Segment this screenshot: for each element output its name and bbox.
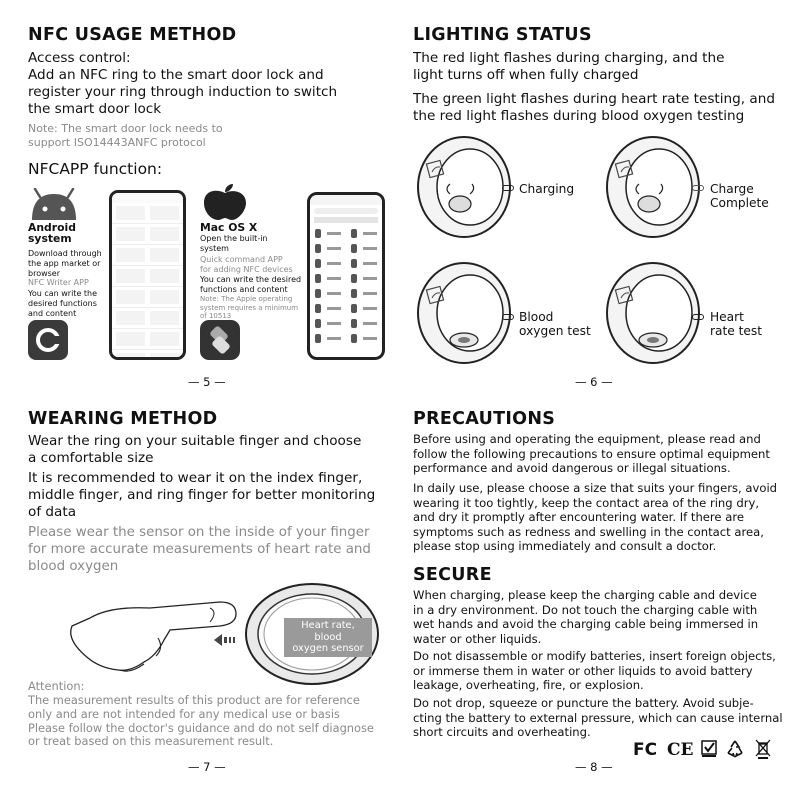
ce-mark: CE xyxy=(667,740,694,760)
page-number-5: — 5 — xyxy=(188,375,226,389)
mac-title: Mac OS X xyxy=(200,221,258,234)
wearing-recommend-text: It is recommended to wear it on the index finger, middle finger, and ring finger for better monitoring of data xyxy=(28,470,376,520)
lighting-charging-text: The red light flashes during charging, and the light turns off when fully charged xyxy=(413,50,725,83)
lighting-title: LIGHTING STATUS xyxy=(413,25,592,45)
attention-title: Attention: xyxy=(28,679,85,693)
label-charge-complete: Charge Complete xyxy=(710,182,769,210)
precautions-intro: Before using and operating the equipment, please read and follow the following precautions to ensure optimal equipment performance and avoid dangerous or illegal situations. xyxy=(413,432,770,476)
sensor-callout: Heart rate, blood oxygen sensor xyxy=(284,618,372,657)
shortcuts-app-icon xyxy=(200,320,240,360)
nfc-note: Note: The smart door lock needs to support ISO14443ANFC protocol xyxy=(28,122,223,149)
page-number-8: — 8 — xyxy=(575,760,613,774)
nfc-access-text: Access control: Add an NFC ring to the smart door lock and register your ring through induction to switch the smart door lock xyxy=(28,50,338,117)
secure-charging-text: When charging, please keep the charging cable and device in a dry environment. Do not touch the charging cable with wet hands and avoid the charging cable being immersed in water or other liquids. xyxy=(413,588,759,646)
wearing-sensor-text: Please wear the sensor on the inside of your finger for more accurate measurements of heart rate and blood oxygen xyxy=(28,525,371,574)
finger-illustration xyxy=(60,578,240,682)
android-write-text: You can write the desired functions and content xyxy=(28,289,98,318)
secure-drop-text: Do not drop, squeeze or puncture the battery. Avoid subje- cting the battery to external pressure, which can cause internal short circuits and overheating. xyxy=(413,696,783,740)
led-indicator-oxygen xyxy=(502,314,514,320)
page-number-7: — 7 — xyxy=(188,760,226,774)
secure-title: SECURE xyxy=(413,565,492,585)
rohs-check-icon xyxy=(701,740,717,758)
mac-note: Note: The Apple operating system requires a minimum of 10513 xyxy=(200,295,299,320)
ring-charging-image xyxy=(414,134,514,240)
fcc-mark: FC xyxy=(633,740,658,760)
wearing-choose-text: Wear the ring on your suitable finger and choose a comfortable size xyxy=(28,433,362,466)
recycle-icon xyxy=(726,740,744,758)
mac-write-text: You can write the desired functions and content xyxy=(200,275,302,294)
led-indicator-heart xyxy=(692,314,704,320)
lighting-testing-text: The green light flashes during heart rate testing, and the red light flashes during blood oxygen testing xyxy=(413,91,775,124)
precautions-title: PRECAUTIONS xyxy=(413,409,556,429)
ring-blood-oxygen-image xyxy=(414,260,514,366)
android-app-name: NFC Writer APP xyxy=(28,278,89,287)
nfc-writer-app-icon xyxy=(28,320,68,360)
apple-icon xyxy=(200,183,250,221)
android-phone-screenshot xyxy=(109,190,186,360)
attention-text: The measurement results of this product are for reference only and are not intended for any medical use or basis Please follow the doctor's guidance and do not self diagnose or treat based on this measurement result. xyxy=(28,693,374,749)
ring-charge-complete-image xyxy=(603,134,703,240)
android-download-text: Download through the app market or browser xyxy=(28,249,102,278)
led-indicator-charging xyxy=(502,185,514,191)
label-charging: Charging xyxy=(519,182,575,196)
secure-battery-text: Do not disassemble or modify batteries, insert foreign objects, or immerse them in water or other liquids to avoid battery leakage, overheating, fire, or explosion. xyxy=(413,649,776,693)
weee-bin-icon xyxy=(755,739,771,759)
nfc-app-heading: NFCAPP function: xyxy=(28,160,163,178)
ring-heart-rate-image xyxy=(603,260,703,366)
label-blood-oxygen: Blood oxygen test xyxy=(519,310,591,338)
page-number-6: — 6 — xyxy=(575,375,613,389)
led-indicator-complete xyxy=(692,185,704,191)
android-icon xyxy=(28,188,80,222)
insert-arrow-icon xyxy=(214,634,236,646)
precautions-daily-use: In daily use, please choose a size that suits your fingers, avoid wearing it too tightly, keep the contact area of the ring dry, and dry it promptly after encountering water. If there are symptoms such as redness and swelling in the contact area, please stop using immediately and consult a doctor. xyxy=(413,481,778,554)
mac-open-text: Open the built-in system xyxy=(200,234,268,253)
android-title: Android system xyxy=(28,221,76,245)
label-heart-rate: Heart rate test xyxy=(710,310,763,338)
wearing-title: WEARING METHOD xyxy=(28,409,218,429)
iphone-screenshot xyxy=(307,192,385,360)
nfc-title: NFC USAGE METHOD xyxy=(28,25,237,45)
mac-quick-text: Quick command APP for adding NFC devices xyxy=(200,255,293,274)
